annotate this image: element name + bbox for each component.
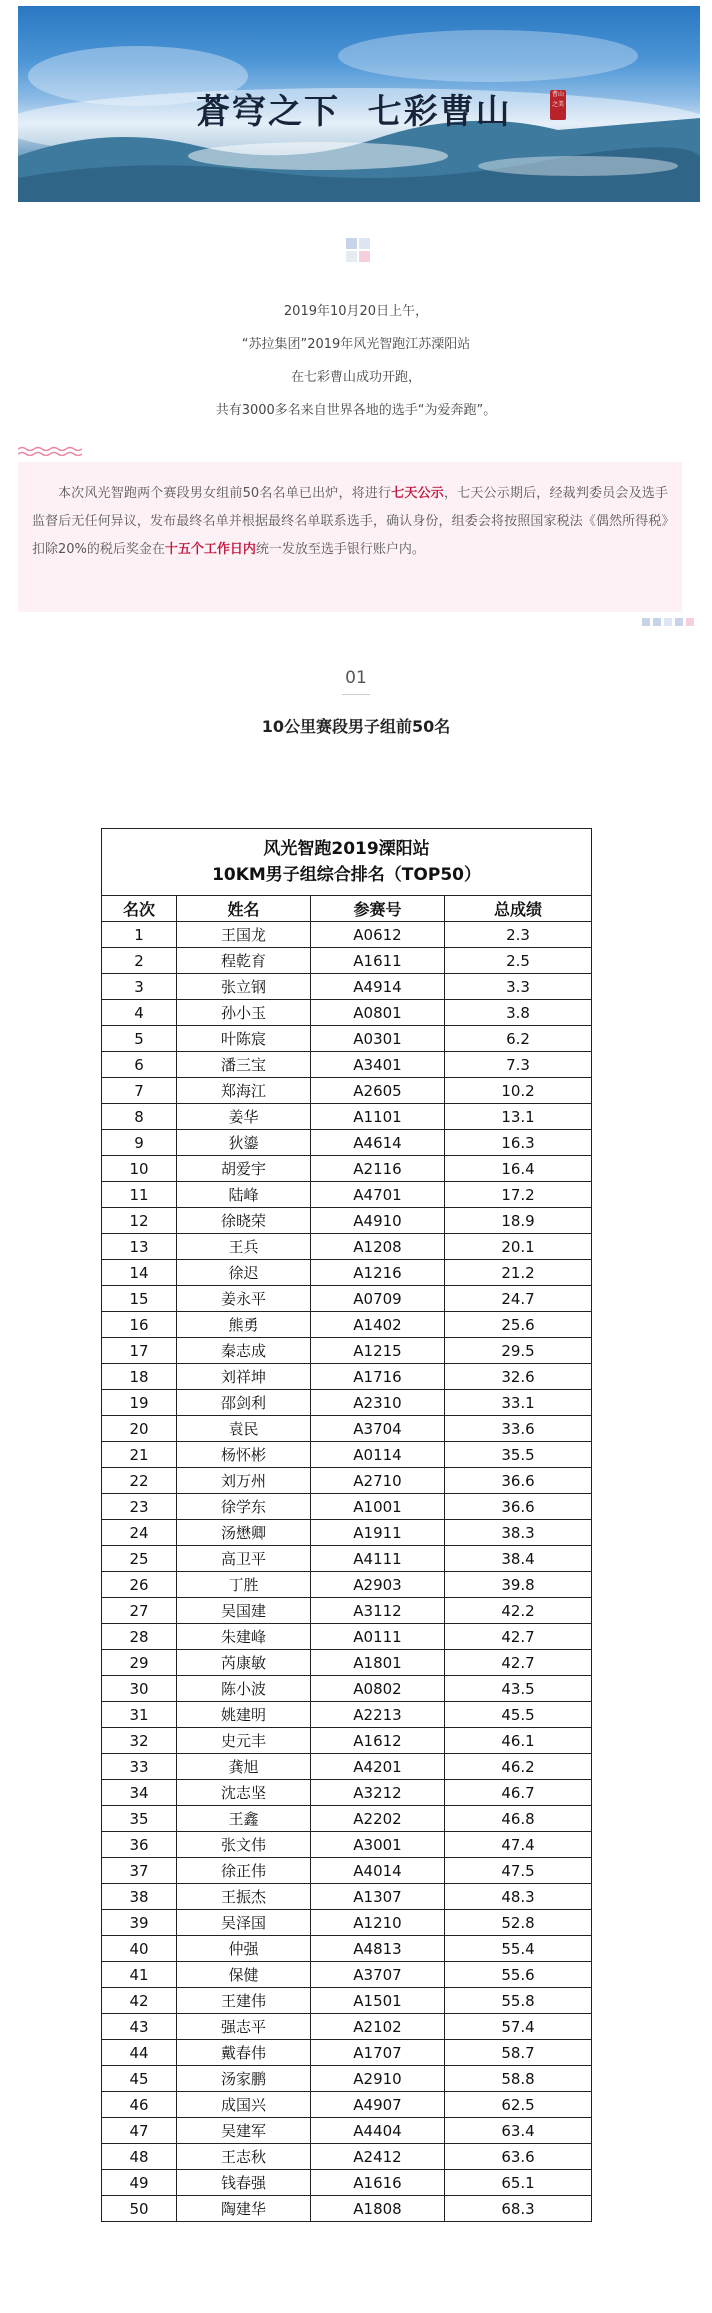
table-row <box>102 1156 592 1182</box>
cell-score: 2.3 <box>445 922 592 948</box>
cell-name: 成国兴 <box>177 2092 311 2118</box>
cell-name: 芮康敏 <box>177 1650 311 1676</box>
cell-rank: 38 <box>102 1884 177 1910</box>
cell-name: 王鑫 <box>177 1806 311 1832</box>
cell-rank: 7 <box>102 1078 177 1104</box>
table-row <box>102 1936 592 1962</box>
table-row <box>102 1364 592 1390</box>
table-row <box>102 1468 592 1494</box>
cell-rank: 28 <box>102 1624 177 1650</box>
cell-rank: 37 <box>102 1858 177 1884</box>
notice-text <box>32 480 668 564</box>
cell-score: 10.2 <box>445 1078 592 1104</box>
cell-bib: A1801 <box>311 1650 445 1676</box>
table-row <box>102 1234 592 1260</box>
cell-score: 43.5 <box>445 1676 592 1702</box>
table-row <box>102 2040 592 2066</box>
decorative-dots-icon <box>642 618 696 626</box>
cell-rank: 6 <box>102 1052 177 1078</box>
cell-bib: A1101 <box>311 1104 445 1130</box>
cell-bib: A0801 <box>311 1000 445 1026</box>
cell-score: 2.5 <box>445 948 592 974</box>
table-row <box>102 1598 592 1624</box>
cell-name: 陶建华 <box>177 2196 311 2222</box>
cell-score: 6.2 <box>445 1026 592 1052</box>
cell-name: 王志秋 <box>177 2144 311 2170</box>
table-row <box>102 1208 592 1234</box>
cell-bib: A4404 <box>311 2118 445 2144</box>
table-header-row <box>102 896 592 922</box>
cell-bib: A0301 <box>311 1026 445 1052</box>
cell-score: 21.2 <box>445 1260 592 1286</box>
cell-rank: 1 <box>102 922 177 948</box>
cell-bib: A1208 <box>311 1234 445 1260</box>
cell-rank: 19 <box>102 1390 177 1416</box>
cell-rank: 36 <box>102 1832 177 1858</box>
cell-name: 强志平 <box>177 2014 311 2040</box>
cell-score: 3.3 <box>445 974 592 1000</box>
cell-bib: A4111 <box>311 1546 445 1572</box>
cell-score: 45.5 <box>445 1702 592 1728</box>
cell-bib: A1808 <box>311 2196 445 2222</box>
header-bib: 参赛号 <box>311 896 445 922</box>
cell-score: 13.1 <box>445 1104 592 1130</box>
table-row <box>102 1728 592 1754</box>
cell-rank: 16 <box>102 1312 177 1338</box>
cell-score: 47.5 <box>445 1858 592 1884</box>
cell-name: 叶陈宸 <box>177 1026 311 1052</box>
cell-bib: A0802 <box>311 1676 445 1702</box>
table-row <box>102 2170 592 2196</box>
cell-score: 42.7 <box>445 1624 592 1650</box>
cell-rank: 33 <box>102 1754 177 1780</box>
cell-name: 吴建军 <box>177 2118 311 2144</box>
cell-score: 18.9 <box>445 1208 592 1234</box>
cell-rank: 35 <box>102 1806 177 1832</box>
table-row <box>102 1130 592 1156</box>
cell-rank: 18 <box>102 1364 177 1390</box>
notice-part-3: 统一发放至选手银行账户内。 <box>255 542 425 557</box>
cell-score: 63.4 <box>445 2118 592 2144</box>
section-number: 01 <box>345 668 367 688</box>
table-row <box>102 2196 592 2222</box>
table-row <box>102 1650 592 1676</box>
ranking-table-container <box>101 828 591 2222</box>
cell-bib: A1210 <box>311 1910 445 1936</box>
cell-rank: 5 <box>102 1026 177 1052</box>
cell-name: 仲强 <box>177 1936 311 1962</box>
cell-score: 25.6 <box>445 1312 592 1338</box>
cell-name: 王振杰 <box>177 1884 311 1910</box>
table-row <box>102 1832 592 1858</box>
table-row <box>102 2118 592 2144</box>
cell-score: 52.8 <box>445 1910 592 1936</box>
table-row <box>102 1338 592 1364</box>
cell-score: 29.5 <box>445 1338 592 1364</box>
section-divider <box>342 694 370 695</box>
notice-part-2: ，七天公示期后，经裁判委员会及选手监督后无任何异议，发布最终名单并根据最终名单联系选手，确认身份，组委会将按照国家税法《偶然所得税》扣除20%的税后奖金在 <box>32 486 668 557</box>
cell-name: 丁胜 <box>177 1572 311 1598</box>
cell-bib: A1501 <box>311 1988 445 2014</box>
cell-name: 徐正伟 <box>177 1858 311 1884</box>
cell-score: 58.7 <box>445 2040 592 2066</box>
cell-score: 55.6 <box>445 1962 592 1988</box>
cell-rank: 17 <box>102 1338 177 1364</box>
table-row <box>102 948 592 974</box>
cell-rank: 44 <box>102 2040 177 2066</box>
header-score: 总成绩 <box>445 896 592 922</box>
cell-rank: 8 <box>102 1104 177 1130</box>
cell-score: 63.6 <box>445 2144 592 2170</box>
table-row <box>102 974 592 1000</box>
table-row <box>102 1754 592 1780</box>
cell-name: 王国龙 <box>177 922 311 948</box>
cell-name: 狄鎏 <box>177 1130 311 1156</box>
cell-rank: 43 <box>102 2014 177 2040</box>
table-row <box>102 1676 592 1702</box>
cell-bib: A0612 <box>311 922 445 948</box>
cell-score: 55.4 <box>445 1936 592 1962</box>
decorative-squares-icon <box>346 238 372 264</box>
cell-rank: 3 <box>102 974 177 1000</box>
header-rank: 名次 <box>102 896 177 922</box>
cell-score: 32.6 <box>445 1364 592 1390</box>
cell-name: 徐学东 <box>177 1494 311 1520</box>
table-title-line-2: 10KM男子组综合排名（TOP50） <box>212 865 481 885</box>
banner-seal-stamp: 曹山之美 <box>550 90 566 120</box>
cell-name: 钱春强 <box>177 2170 311 2196</box>
cell-score: 48.3 <box>445 1884 592 1910</box>
cell-score: 24.7 <box>445 1286 592 1312</box>
table-row <box>102 1520 592 1546</box>
cell-name: 保健 <box>177 1962 311 1988</box>
cell-score: 20.1 <box>445 1234 592 1260</box>
table-row <box>102 2066 592 2092</box>
cell-score: 3.8 <box>445 1000 592 1026</box>
cell-name: 汤懋卿 <box>177 1520 311 1546</box>
cell-name: 熊勇 <box>177 1312 311 1338</box>
cell-bib: A3112 <box>311 1598 445 1624</box>
cell-rank: 15 <box>102 1286 177 1312</box>
cell-score: 55.8 <box>445 1988 592 2014</box>
table-row <box>102 1312 592 1338</box>
intro-line-2: “苏拉集团”2019年风光智跑江苏溧阳站 <box>241 337 471 352</box>
cell-bib: A2412 <box>311 2144 445 2170</box>
table-row <box>102 922 592 948</box>
cell-name: 王兵 <box>177 1234 311 1260</box>
cell-rank: 47 <box>102 2118 177 2144</box>
cell-score: 39.8 <box>445 1572 592 1598</box>
cell-bib: A1001 <box>311 1494 445 1520</box>
cell-score: 33.6 <box>445 1416 592 1442</box>
intro-line-4: 共有3000多名来自世界各地的选手“为爱奔跑”。 <box>215 403 497 418</box>
cell-name: 沈志坚 <box>177 1780 311 1806</box>
cell-bib: A2310 <box>311 1390 445 1416</box>
cell-rank: 9 <box>102 1130 177 1156</box>
cell-rank: 40 <box>102 1936 177 1962</box>
table-row <box>102 1806 592 1832</box>
cell-rank: 50 <box>102 2196 177 2222</box>
cell-bib: A4914 <box>311 974 445 1000</box>
cell-rank: 39 <box>102 1910 177 1936</box>
cell-rank: 23 <box>102 1494 177 1520</box>
cell-score: 16.3 <box>445 1130 592 1156</box>
cell-bib: A2116 <box>311 1156 445 1182</box>
cell-rank: 34 <box>102 1780 177 1806</box>
intro-line-1: 2019年10月20日上午， <box>283 304 429 319</box>
cell-name: 张文伟 <box>177 1832 311 1858</box>
cell-name: 刘万州 <box>177 1468 311 1494</box>
cell-score: 46.7 <box>445 1780 592 1806</box>
cell-rank: 26 <box>102 1572 177 1598</box>
wavy-divider-icon <box>18 446 82 456</box>
cell-name: 姜永平 <box>177 1286 311 1312</box>
cell-score: 62.5 <box>445 2092 592 2118</box>
table-row <box>102 1026 592 1052</box>
cell-name: 汤家鹏 <box>177 2066 311 2092</box>
cell-rank: 20 <box>102 1416 177 1442</box>
cell-bib: A1611 <box>311 948 445 974</box>
intro-line-3: 在七彩曹山成功开跑， <box>290 370 421 385</box>
cell-score: 57.4 <box>445 2014 592 2040</box>
cell-bib: A0114 <box>311 1442 445 1468</box>
cell-score: 38.3 <box>445 1520 592 1546</box>
cell-rank: 27 <box>102 1598 177 1624</box>
table-row <box>102 1624 592 1650</box>
table-row <box>102 1884 592 1910</box>
cell-bib: A1707 <box>311 2040 445 2066</box>
notice-part-1: 本次风光智跑两个赛段男女组前50名名单已出炉，将进行 <box>58 486 392 501</box>
cell-bib: A1215 <box>311 1338 445 1364</box>
cell-bib: A2903 <box>311 1572 445 1598</box>
cell-bib: A2202 <box>311 1806 445 1832</box>
table-row <box>102 1780 592 1806</box>
cell-bib: A2102 <box>311 2014 445 2040</box>
cell-bib: A4014 <box>311 1858 445 1884</box>
table-row <box>102 1286 592 1312</box>
cell-name: 吴国建 <box>177 1598 311 1624</box>
table-row <box>102 1416 592 1442</box>
table-title <box>102 829 592 896</box>
cell-bib: A1307 <box>311 1884 445 1910</box>
cell-score: 65.1 <box>445 2170 592 2196</box>
cell-bib: A2710 <box>311 1468 445 1494</box>
cell-score: 42.7 <box>445 1650 592 1676</box>
cell-bib: A3001 <box>311 1832 445 1858</box>
cell-score: 7.3 <box>445 1052 592 1078</box>
cell-bib: A3401 <box>311 1052 445 1078</box>
cell-rank: 24 <box>102 1520 177 1546</box>
cell-rank: 32 <box>102 1728 177 1754</box>
table-row <box>102 1572 592 1598</box>
cell-rank: 12 <box>102 1208 177 1234</box>
cell-rank: 4 <box>102 1000 177 1026</box>
cell-name: 朱建峰 <box>177 1624 311 1650</box>
cell-name: 邵剑利 <box>177 1390 311 1416</box>
notice-highlight-15days: 十五个工作日内 <box>164 542 256 557</box>
cell-rank: 2 <box>102 948 177 974</box>
cell-name: 刘祥坤 <box>177 1364 311 1390</box>
cell-bib: A4201 <box>311 1754 445 1780</box>
cell-name: 史元丰 <box>177 1728 311 1754</box>
cell-rank: 29 <box>102 1650 177 1676</box>
cell-rank: 13 <box>102 1234 177 1260</box>
cell-name: 杨怀彬 <box>177 1442 311 1468</box>
table-row <box>102 1078 592 1104</box>
cell-rank: 25 <box>102 1546 177 1572</box>
cell-rank: 21 <box>102 1442 177 1468</box>
cell-score: 46.8 <box>445 1806 592 1832</box>
cell-bib: A4907 <box>311 2092 445 2118</box>
cell-name: 高卫平 <box>177 1546 311 1572</box>
cell-name: 姚建明 <box>177 1702 311 1728</box>
table-row <box>102 1962 592 1988</box>
cell-rank: 41 <box>102 1962 177 1988</box>
cell-score: 33.1 <box>445 1390 592 1416</box>
cell-name: 徐迟 <box>177 1260 311 1286</box>
cell-score: 36.6 <box>445 1494 592 1520</box>
cell-bib: A3212 <box>311 1780 445 1806</box>
cell-rank: 11 <box>102 1182 177 1208</box>
cell-score: 46.1 <box>445 1728 592 1754</box>
cell-name: 龚旭 <box>177 1754 311 1780</box>
table-row <box>102 1858 592 1884</box>
cell-score: 42.2 <box>445 1598 592 1624</box>
table-title-line-1: 风光智跑2019溧阳站 <box>263 839 430 859</box>
cell-rank: 10 <box>102 1156 177 1182</box>
cell-score: 36.6 <box>445 1468 592 1494</box>
notice-highlight-7days: 七天公示 <box>391 486 444 501</box>
cell-bib: A1716 <box>311 1364 445 1390</box>
cell-score: 68.3 <box>445 2196 592 2222</box>
cell-score: 47.4 <box>445 1832 592 1858</box>
cell-bib: A1216 <box>311 1260 445 1286</box>
cell-rank: 31 <box>102 1702 177 1728</box>
cell-name: 陈小波 <box>177 1676 311 1702</box>
cell-bib: A0111 <box>311 1624 445 1650</box>
cell-rank: 30 <box>102 1676 177 1702</box>
cell-rank: 22 <box>102 1468 177 1494</box>
table-row <box>102 1182 592 1208</box>
cell-name: 戴春伟 <box>177 2040 311 2066</box>
cell-name: 徐晓荣 <box>177 1208 311 1234</box>
cell-rank: 48 <box>102 2144 177 2170</box>
cell-name: 陆峰 <box>177 1182 311 1208</box>
cell-bib: A2910 <box>311 2066 445 2092</box>
table-row <box>102 1442 592 1468</box>
cell-bib: A2213 <box>311 1702 445 1728</box>
cell-bib: A3707 <box>311 1962 445 1988</box>
table-row <box>102 1052 592 1078</box>
cell-name: 孙小玉 <box>177 1000 311 1026</box>
table-row <box>102 2092 592 2118</box>
cell-rank: 14 <box>102 1260 177 1286</box>
notice-box <box>18 462 682 612</box>
table-row <box>102 2014 592 2040</box>
cell-name: 秦志成 <box>177 1338 311 1364</box>
cell-name: 袁民 <box>177 1416 311 1442</box>
cell-score: 17.2 <box>445 1182 592 1208</box>
cell-bib: A3704 <box>311 1416 445 1442</box>
header-name: 姓名 <box>177 896 311 922</box>
table-row <box>102 1104 592 1130</box>
table-row <box>102 1494 592 1520</box>
cell-rank: 45 <box>102 2066 177 2092</box>
table-row <box>102 1390 592 1416</box>
table-row <box>102 1000 592 1026</box>
cell-name: 姜华 <box>177 1104 311 1130</box>
table-row <box>102 2144 592 2170</box>
cell-name: 王建伟 <box>177 1988 311 2014</box>
table-row <box>102 1546 592 1572</box>
cell-name: 郑海江 <box>177 1078 311 1104</box>
header-banner <box>18 6 700 202</box>
cell-name: 程乾育 <box>177 948 311 974</box>
cell-score: 16.4 <box>445 1156 592 1182</box>
table-row <box>102 1910 592 1936</box>
cell-bib: A1616 <box>311 2170 445 2196</box>
ranking-table <box>101 828 592 2222</box>
cell-rank: 46 <box>102 2092 177 2118</box>
cell-score: 35.5 <box>445 1442 592 1468</box>
cell-rank: 42 <box>102 1988 177 2014</box>
section-title: 10公里赛段男子组前50名 <box>261 717 451 736</box>
cell-name: 吴泽国 <box>177 1910 311 1936</box>
cell-bib: A1402 <box>311 1312 445 1338</box>
banner-title: 蒼穹之下 七彩曹山 <box>196 92 512 132</box>
cell-bib: A4614 <box>311 1130 445 1156</box>
cell-bib: A1911 <box>311 1520 445 1546</box>
cell-bib: A1612 <box>311 1728 445 1754</box>
cell-name: 张立钢 <box>177 974 311 1000</box>
cell-bib: A4813 <box>311 1936 445 1962</box>
cell-bib: A4701 <box>311 1182 445 1208</box>
cell-bib: A4910 <box>311 1208 445 1234</box>
cell-bib: A0709 <box>311 1286 445 1312</box>
cell-rank: 49 <box>102 2170 177 2196</box>
table-row <box>102 1988 592 2014</box>
cell-score: 46.2 <box>445 1754 592 1780</box>
table-row <box>102 1260 592 1286</box>
cell-name: 胡爱宇 <box>177 1156 311 1182</box>
cell-name: 潘三宝 <box>177 1052 311 1078</box>
table-row <box>102 1702 592 1728</box>
cell-score: 58.8 <box>445 2066 592 2092</box>
cell-score: 38.4 <box>445 1546 592 1572</box>
cell-bib: A2605 <box>311 1078 445 1104</box>
table-body <box>102 922 592 2222</box>
